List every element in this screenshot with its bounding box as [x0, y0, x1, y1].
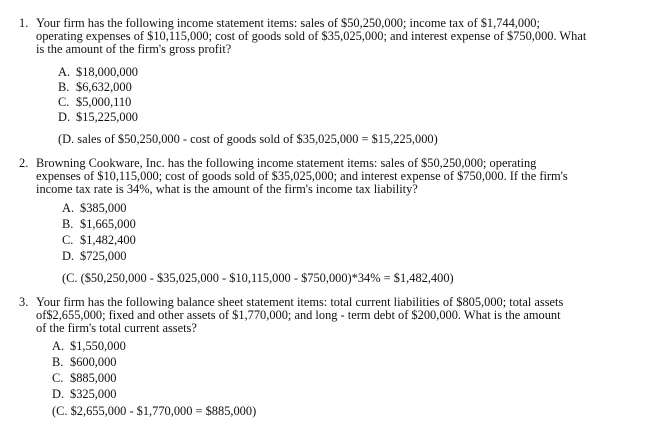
option-a [58, 66, 138, 79]
question-line: expenses of $10,115,000; cost of goods sold of $35,025,000; and interest expense of $750,000. If the firm's [36, 169, 568, 184]
question-line: Your firm has the following income statement items: sales of $50,250,000; income tax of $1,744,000; [36, 16, 540, 30]
question-line: Your firm has the following balance sheet statement items: total current liabilities of $805,000; total assets [36, 295, 564, 309]
option-c [52, 372, 116, 385]
question-number: 2. [19, 156, 29, 170]
option-text: $725,000 [80, 249, 127, 263]
option-text: $885,000 [70, 371, 117, 385]
option-text: $1,550,000 [70, 339, 126, 353]
question-number: 1. [19, 16, 29, 30]
option-c [58, 96, 131, 109]
option-label: B. [62, 217, 74, 231]
answer-explanation: (C. ($50,250,000 - $35,025,000 - $10,115,000 - $750,000)*34% = $1,482,400) [62, 271, 454, 285]
option-text: $15,225,000 [76, 110, 138, 124]
option-label: C. [52, 371, 64, 385]
option-text: $6,632,000 [76, 80, 132, 94]
option-label: D. [58, 110, 71, 124]
option-label: B. [52, 355, 64, 369]
option-label: C. [58, 95, 70, 109]
option-label: A. [62, 201, 75, 215]
option-c [62, 234, 136, 247]
option-d [58, 111, 138, 124]
option-text: $600,000 [70, 355, 117, 369]
question-line: operating expenses of $10,115,000; cost of goods sold of $35,025,000; and interest expense of $750,000. What [36, 29, 587, 44]
option-label: D. [62, 249, 75, 263]
option-label: A. [52, 339, 65, 353]
option-d [52, 388, 116, 401]
question-text [36, 17, 642, 57]
option-label: B. [58, 80, 70, 94]
option-b [62, 218, 136, 231]
answer-explanation: (D. sales of $50,250,000 - cost of goods sold of $35,025,000 = $15,225,000) [58, 132, 438, 146]
option-label: D. [52, 387, 65, 401]
option-a [62, 202, 126, 215]
option-d [62, 250, 126, 263]
option-label: C. [62, 233, 74, 247]
question-line: is the amount of the firm's gross profit? [36, 42, 232, 57]
answer-explanation: (C. $2,655,000 - $1,770,000 = $885,000) [52, 404, 257, 418]
option-text: $385,000 [80, 201, 127, 215]
question-line: of$2,655,000; fixed and other assets of $1,770,000; and long - term debt of $200,000. What is the amount [36, 308, 561, 323]
option-text: $325,000 [70, 387, 117, 401]
question-line: Browning Cookware, Inc. has the following income statement items: sales of $50,250,000; operating [36, 156, 537, 170]
option-label: A. [58, 65, 71, 79]
option-text: $1,665,000 [80, 217, 136, 231]
option-text: $18,000,000 [76, 65, 138, 79]
option-text: $5,000,110 [76, 95, 132, 109]
question-text [36, 296, 642, 336]
option-b [58, 81, 132, 94]
question-number: 3. [19, 295, 29, 309]
option-a [52, 340, 126, 353]
question-line: income tax rate is 34%, what is the amount of the firm's income tax liability? [36, 182, 418, 197]
question-line: of the firm's total current assets? [36, 321, 197, 336]
question-text [36, 157, 642, 197]
option-text: $1,482,400 [80, 233, 136, 247]
option-b [52, 356, 116, 369]
